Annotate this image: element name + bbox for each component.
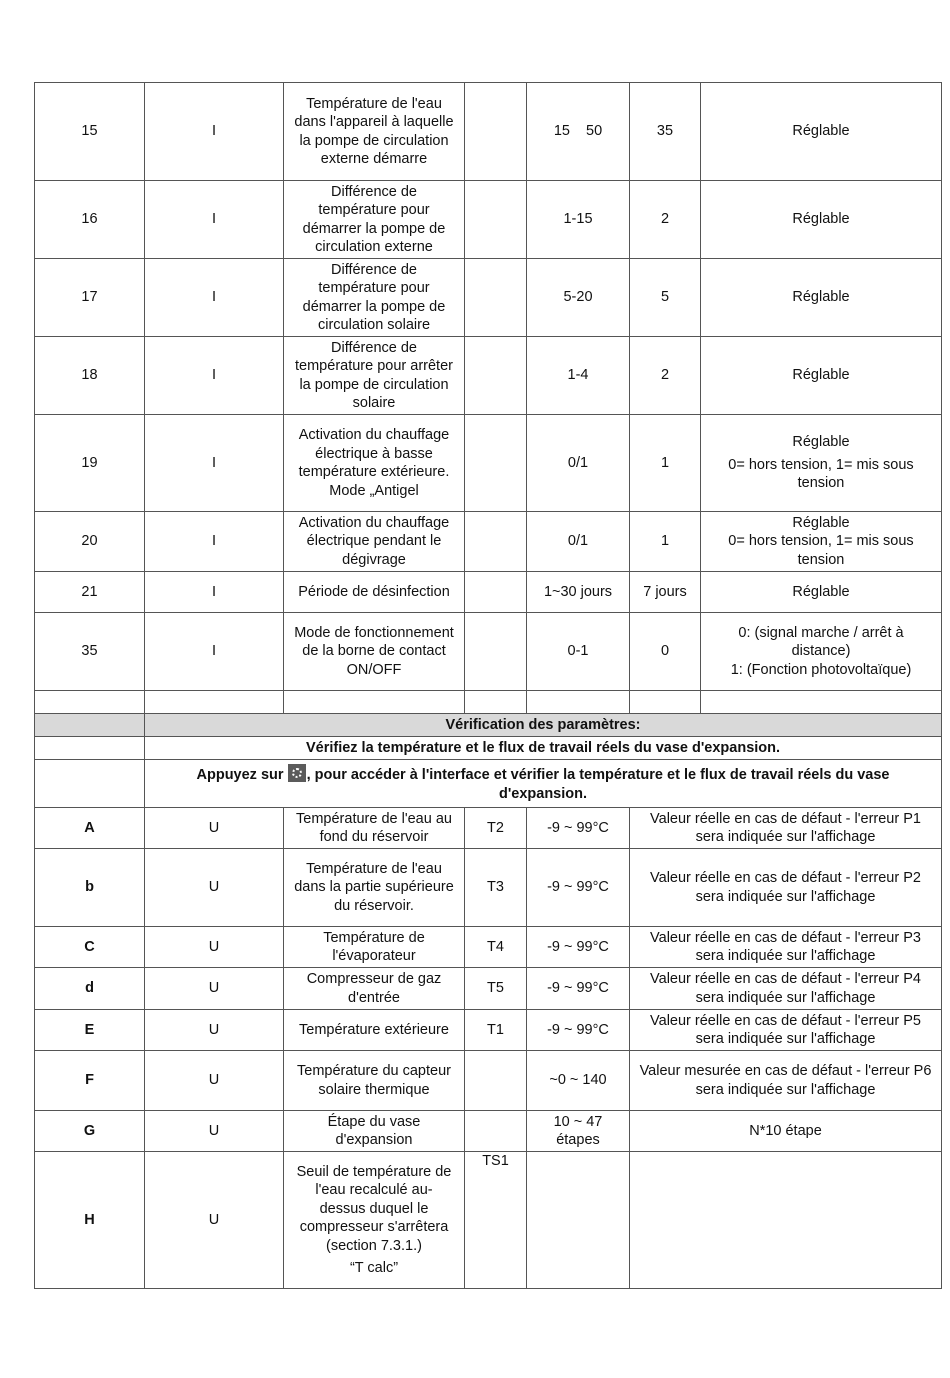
param-code (465, 259, 527, 337)
param-code: T4 (465, 927, 527, 968)
param-number: H (35, 1152, 145, 1289)
param-description: Différence de température pour démarrer la pompe de circulation externe (284, 181, 465, 259)
section-subtitle: Vérifiez la température et le flux de travail réels du vase d'expansion. (145, 737, 942, 760)
description-line: “T calc” (349, 1260, 399, 1276)
param-remark: Réglable (701, 181, 942, 259)
table-row (35, 849, 942, 927)
param-range: ~0 ~ 140 (527, 1051, 630, 1111)
param-number: 21 (35, 572, 145, 613)
param-remark: Valeur réelle en cas de défaut - l'erreur P3 sera indiquée sur l'affichage (630, 927, 942, 968)
param-range: -9 ~ 99°C (527, 808, 630, 849)
param-default: 2 (630, 337, 701, 415)
param-number: 20 (35, 512, 145, 572)
param-range: 10 ~ 47 étapes (527, 1111, 630, 1152)
param-description: Température de l'eau dans l'appareil à laquelle la pompe de circulation externe démarre (284, 83, 465, 181)
table-row (35, 337, 942, 415)
param-description: Activation du chauffage électrique pendant le dégivrage (284, 512, 465, 572)
param-remark (701, 613, 942, 691)
param-type: U (145, 968, 284, 1010)
param-description: Différence de température pour arrêter la pompe de circulation solaire (284, 337, 465, 415)
param-description: Compresseur de gaz d'entrée (284, 968, 465, 1010)
param-range (527, 1152, 630, 1289)
param-type: I (145, 259, 284, 337)
table-row (35, 1010, 942, 1051)
param-description: Différence de température pour démarrer la pompe de circulation solaire (284, 259, 465, 337)
param-description: Mode de fonctionnement de la borne de contact ON/OFF (284, 613, 465, 691)
param-default: 5 (630, 259, 701, 337)
param-remark: N*10 étape (630, 1111, 942, 1152)
param-default: 1 (630, 415, 701, 512)
section-subtitle-row (35, 737, 942, 760)
instruction-text (145, 760, 942, 808)
table-row (35, 415, 942, 512)
section-title: Vérification des paramètres: (145, 714, 942, 737)
param-remark (701, 512, 942, 572)
param-type: U (145, 808, 284, 849)
remark-line: Réglable (792, 514, 850, 531)
instruction-prefix: Appuyez sur (196, 767, 284, 783)
section-header-row (35, 714, 942, 737)
param-code (465, 613, 527, 691)
param-number: G (35, 1111, 145, 1152)
param-type: I (145, 512, 284, 572)
param-code: T5 (465, 968, 527, 1010)
table-row (35, 1051, 942, 1111)
table-row (35, 613, 942, 691)
param-code (465, 1111, 527, 1152)
param-number: 19 (35, 415, 145, 512)
param-remark: Réglable (701, 337, 942, 415)
param-type: I (145, 337, 284, 415)
gear-icon (288, 764, 306, 782)
table-row (35, 808, 942, 849)
param-remark: Réglable (701, 83, 942, 181)
remark-line: 1: (Fonction photovoltaïque) (730, 661, 912, 678)
param-code (465, 181, 527, 259)
param-default: 35 (630, 83, 701, 181)
param-type: I (145, 415, 284, 512)
param-range: 0-1 (527, 613, 630, 691)
param-description: Activation du chauffage électrique à basse température extérieure. Mode „Antigel (284, 415, 465, 512)
param-remark: Réglable (701, 572, 942, 613)
param-number: d (35, 968, 145, 1010)
param-description: Température du capteur solaire thermique (284, 1051, 465, 1111)
remark-line: 0: (signal marche / arrêt à distance) (738, 624, 904, 660)
param-type: U (145, 1051, 284, 1111)
parameter-table (34, 82, 942, 1289)
param-number: 17 (35, 259, 145, 337)
param-number: C (35, 927, 145, 968)
param-range: -9 ~ 99°C (527, 968, 630, 1010)
param-type: I (145, 572, 284, 613)
table-row (35, 512, 942, 572)
param-range: 5-20 (527, 259, 630, 337)
param-type: U (145, 1111, 284, 1152)
param-number: b (35, 849, 145, 927)
param-number: E (35, 1010, 145, 1051)
param-range: -9 ~ 99°C (527, 1010, 630, 1051)
table-row (35, 1152, 942, 1289)
param-remark (701, 415, 942, 512)
param-range: 15 50 (527, 83, 630, 181)
param-description: Température de l'évaporateur (284, 927, 465, 968)
param-description: Température extérieure (284, 1010, 465, 1051)
param-range: 1-4 (527, 337, 630, 415)
param-code (465, 512, 527, 572)
param-code (465, 1051, 527, 1111)
param-remark: Réglable (701, 259, 942, 337)
param-number: 16 (35, 181, 145, 259)
param-description: Étape du vase d'expansion (284, 1111, 465, 1152)
description-line: Seuil de température de l'eau recalculé au-dessus duquel le compresseur s'arrêtera (section 7.3.1.) (296, 1163, 452, 1254)
param-range: 0/1 (527, 415, 630, 512)
param-range: -9 ~ 99°C (527, 849, 630, 927)
param-code (465, 572, 527, 613)
remark-line: Réglable (792, 434, 850, 451)
param-default: 7 jours (630, 572, 701, 613)
param-type: I (145, 181, 284, 259)
param-type: U (145, 849, 284, 927)
param-code (465, 83, 527, 181)
table-row (35, 572, 942, 613)
param-number: 35 (35, 613, 145, 691)
param-remark: Valeur réelle en cas de défaut - l'erreur P2 sera indiquée sur l'affichage (630, 849, 942, 927)
table-row (35, 1111, 942, 1152)
param-default: 2 (630, 181, 701, 259)
instruction-suffix: , pour accéder à l'interface et vérifier la température et le flux de travail réels du vase d'expansion. (306, 767, 890, 802)
param-type: U (145, 1010, 284, 1051)
param-description (284, 1152, 465, 1289)
table-row (35, 181, 942, 259)
remark-line: 0= hors tension, 1= mis sous tension (728, 456, 914, 492)
param-range: 0/1 (527, 512, 630, 572)
param-range: 1~30 jours (527, 572, 630, 613)
param-type: I (145, 83, 284, 181)
param-default: 1 (630, 512, 701, 572)
empty-row (35, 691, 942, 714)
param-number: F (35, 1051, 145, 1111)
param-description: Période de désinfection (284, 572, 465, 613)
remark-line: 0= hors tension, 1= mis sous tension (728, 533, 914, 568)
param-description: Température de l'eau dans la partie supérieure du réservoir. (284, 849, 465, 927)
param-range: -9 ~ 99°C (527, 927, 630, 968)
param-type: I (145, 613, 284, 691)
param-default: 0 (630, 613, 701, 691)
param-range: 1-15 (527, 181, 630, 259)
param-remark: Valeur réelle en cas de défaut - l'erreur P5 sera indiquée sur l'affichage (630, 1010, 942, 1051)
table-row (35, 927, 942, 968)
param-code: T2 (465, 808, 527, 849)
param-type: U (145, 927, 284, 968)
table-row (35, 259, 942, 337)
param-code (465, 337, 527, 415)
table-row (35, 968, 942, 1010)
param-remark: Valeur mesurée en cas de défaut - l'erreur P6 sera indiquée sur l'affichage (630, 1051, 942, 1111)
param-type: U (145, 1152, 284, 1289)
param-code: T1 (465, 1010, 527, 1051)
param-code: T3 (465, 849, 527, 927)
param-remark (630, 1152, 942, 1289)
param-number: 15 (35, 83, 145, 181)
param-number: A (35, 808, 145, 849)
param-remark: Valeur réelle en cas de défaut - l'erreur P4 sera indiquée sur l'affichage (630, 968, 942, 1010)
instruction-row (35, 760, 942, 808)
param-remark: Valeur réelle en cas de défaut - l'erreur P1 sera indiquée sur l'affichage (630, 808, 942, 849)
table-row (35, 83, 942, 181)
param-number: 18 (35, 337, 145, 415)
param-code: TS1 (465, 1152, 527, 1289)
param-code (465, 415, 527, 512)
param-description: Température de l'eau au fond du réservoir (284, 808, 465, 849)
